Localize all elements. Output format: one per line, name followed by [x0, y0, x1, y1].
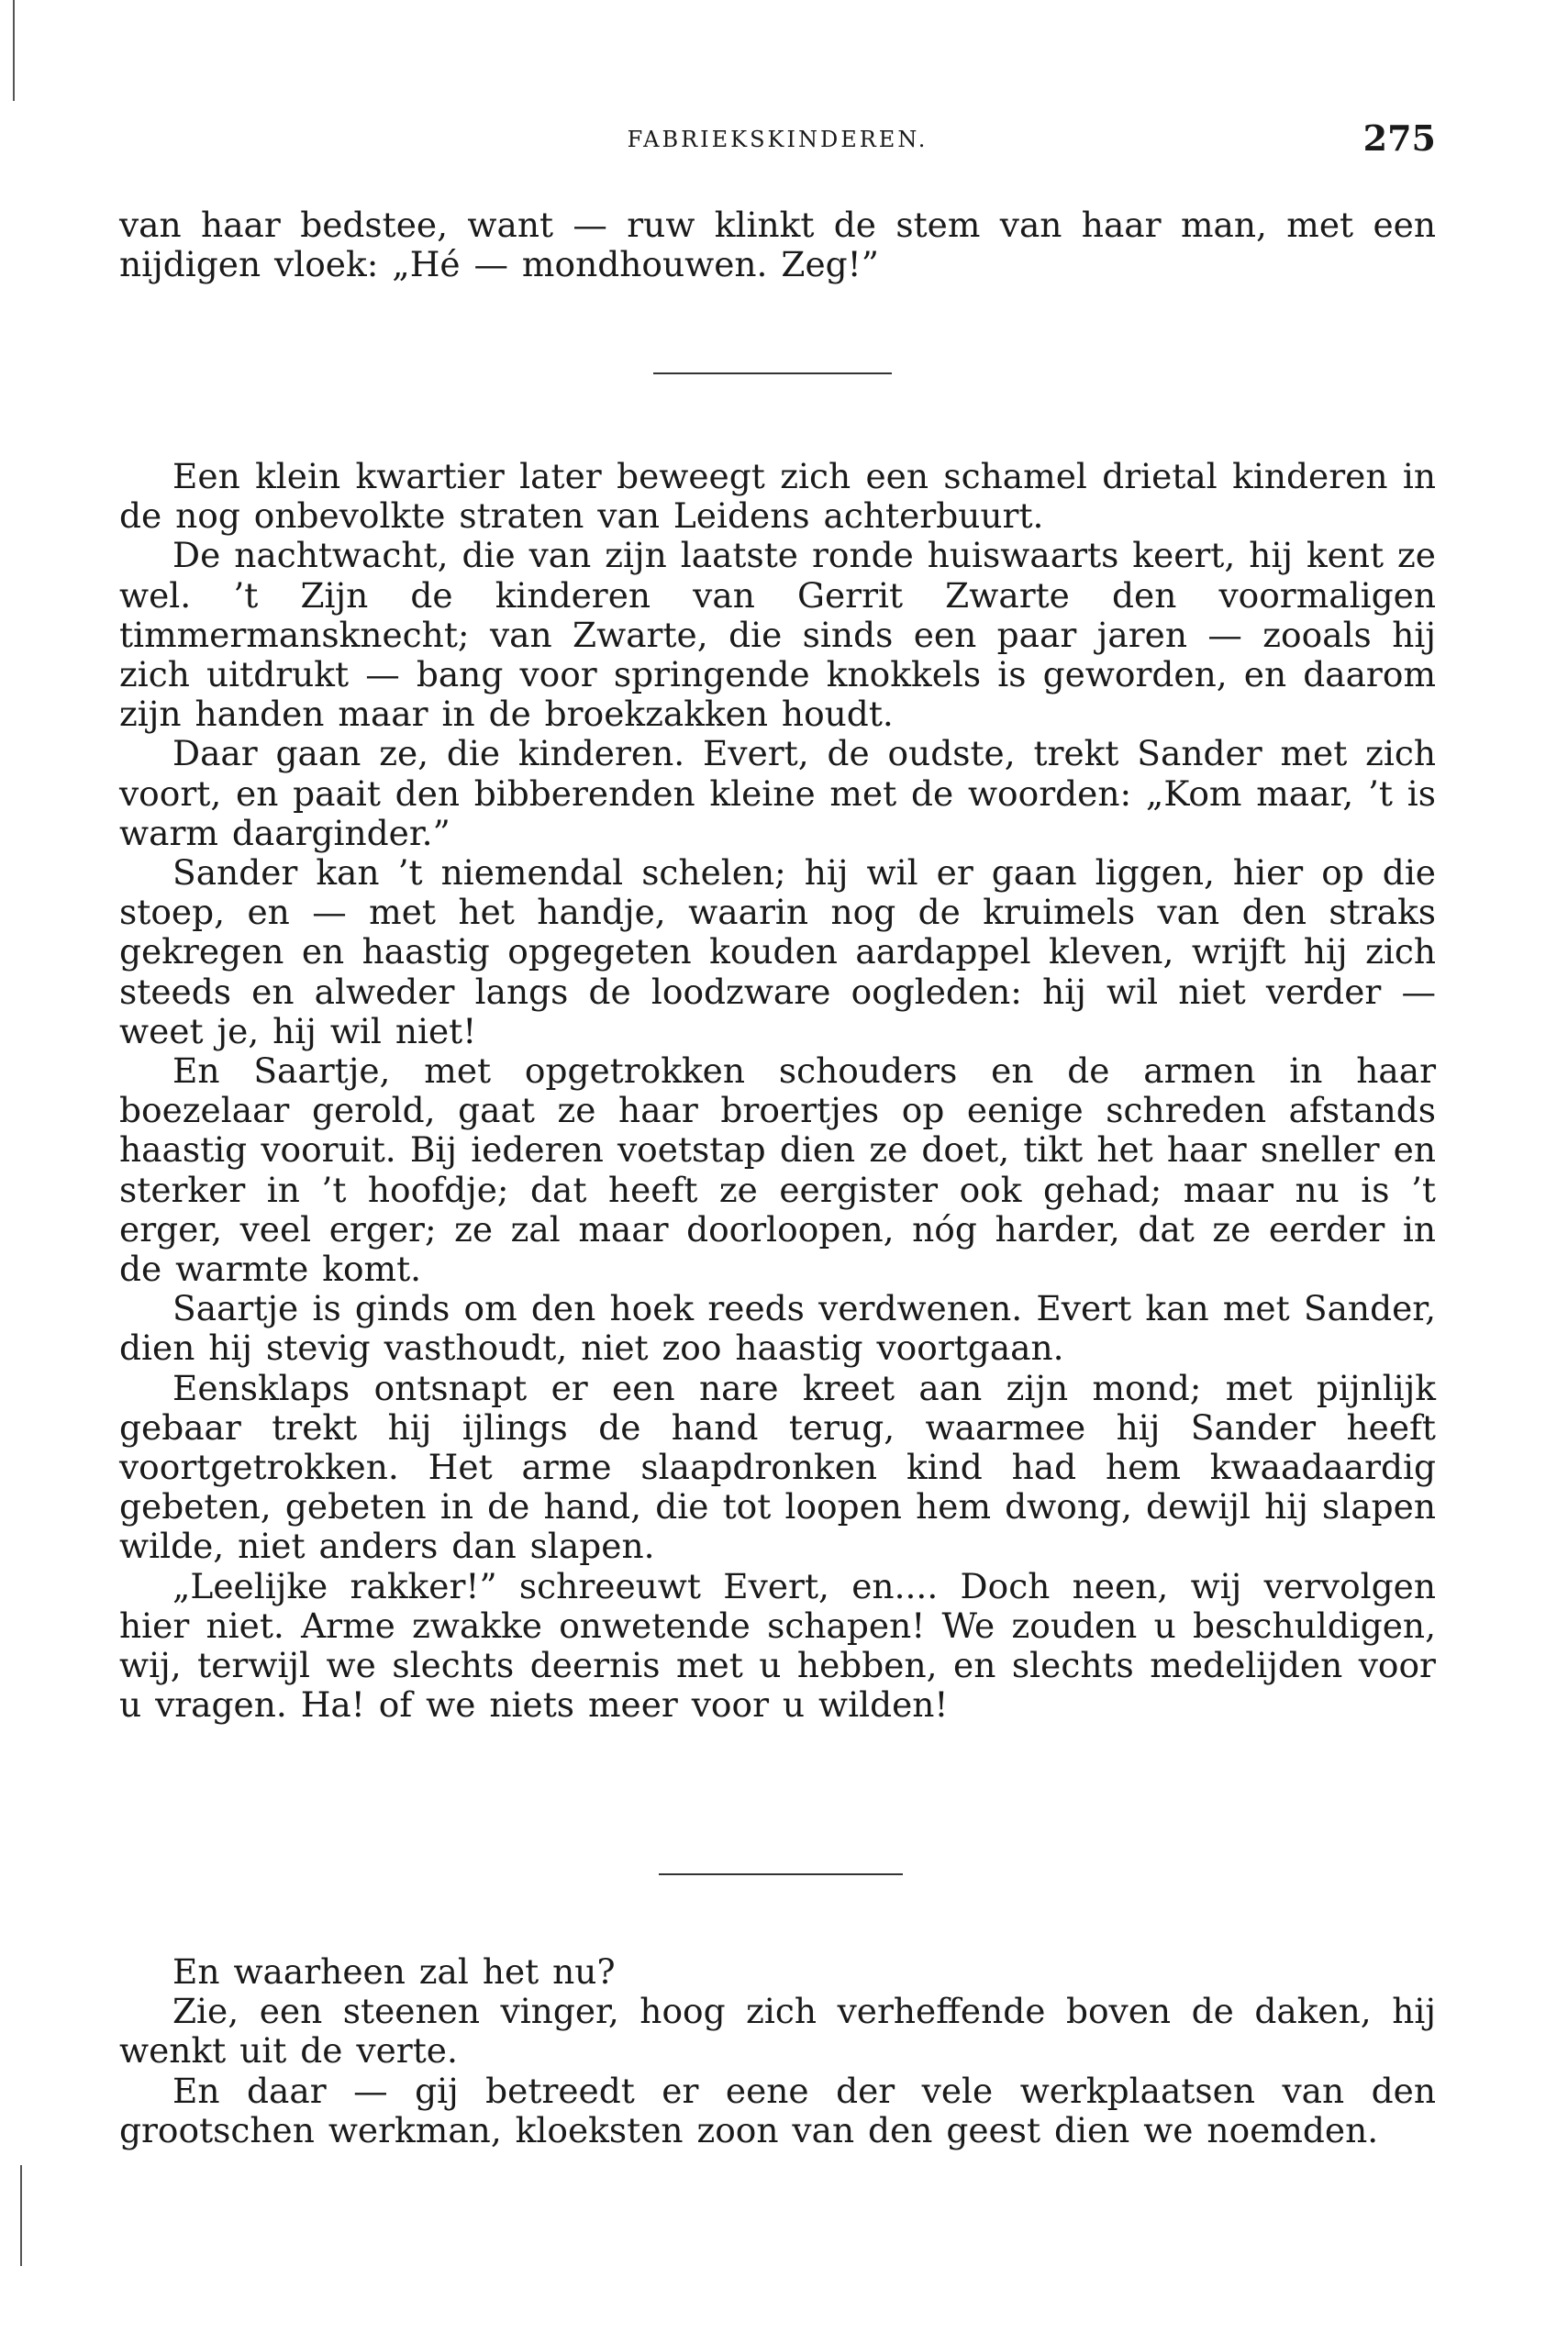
paragraph: Sander kan ’t niemendal schelen; hij wil er gaan liggen, hier op die stoep, en — met het handje, waarin nog de kruimels van den straks gekregen en haastig opgegeten kouden aardappel kleven, wrijft hij zich steeds en alweder langs de loodzware oogleden: hij wil niet verder — weet je, hij wil niet! — [119, 852, 1436, 1051]
paragraph: En Saartje, met opgetrokken schouders en de armen in haar boezelaar gerold, gaat ze haar broertjes op eenige schreden afstands haastig vooruit. Bij iederen voetstap dien ze doet, tikt het haar sneller en sterker in ’t hoofdje; dat heeft ze eergister ook gehad; maar nu is ’t erger, veel erger; ze zal maar doorloopen, nóg harder, dat ze eerder in de warmte komt. — [119, 1050, 1436, 1290]
section-3-text — [119, 1952, 1436, 2150]
paragraph: De nachtwacht, die van zijn laatste ronde huiswaarts keert, hij kent ze wel. ’t Zijn de kinderen van Gerrit Zwarte den voormaligen timmermansknecht; van Zwarte, die sinds een paar jaren — zooals hij zich uitdrukt — bang voor springende knokkels is geworden, en daarom zijn handen maar in de broekzakken houdt. — [119, 535, 1436, 735]
page-header — [119, 117, 1436, 163]
paragraph: Daar gaan ze, die kinderen. Evert, de oudste, trekt Sander met zich voort, en paait den bibberenden kleine met de woorden: „Kom maar, ’t is warm daarginder.” — [119, 733, 1436, 853]
scan-edge-mark-bottom — [20, 2165, 22, 2266]
paragraph: van haar bedstee, want — ruw klinkt de stem van haar man, met een nijdigen vloek: „Hé — mondhouwen. Zeg!” — [119, 205, 1436, 285]
page-number: 275 — [1362, 117, 1436, 159]
section-2-text — [119, 457, 1436, 1726]
paragraph: „Leelijke rakker!” schreeuwt Evert, en.... Doch neen, wij vervolgen hier niet. Arme zwakke onwetende schapen! We zouden u beschuldigen, wij, terwijl we slechts deernis met u hebben, en slechts medelijden voor u vragen. Ha! of we niets meer voor u wilden! — [119, 1565, 1436, 1726]
scan-edge-mark-top — [13, 0, 15, 101]
section-1-text — [119, 206, 1436, 284]
section-separator-1 — [653, 372, 892, 374]
paragraph: Saartje is ginds om den hoek reeds verdwenen. Evert kan met Sander, dien hij stevig vasthoudt, niet zoo haastig voortgaan. — [119, 1288, 1436, 1369]
section-separator-2 — [659, 1873, 903, 1875]
paragraph: Een klein kwartier later beweegt zich een schamel drietal kinderen in de nog onbevolkte straten van Leidens achterbuurt. — [119, 456, 1436, 537]
running-head: FABRIEKSKINDEREN. — [627, 127, 929, 152]
paragraph: Eensklaps ontsnapt er een nare kreet aan zijn mond; met pijnlijk gebaar trekt hij ijlings de hand terug, waarmee hij Sander heeft voortgetrokken. Het arme slaapdronken kind had hem kwaadaardig gebeten, gebeten in de hand, die tot loopen hem dwong, dewijl hij slapen wilde, niet anders dan slapen. — [119, 1367, 1436, 1567]
paragraph: Zie, een steenen vinger, hoog zich verheffende boven de daken, hij wenkt uit de verte. — [119, 1991, 1436, 2072]
paragraph: En daar — gij betreedt er eene der vele werkplaatsen van den grootschen werkman, kloeksten zoon van den geest dien we noemden. — [119, 2070, 1436, 2150]
paragraph: En waarheen zal het nu? — [172, 1951, 616, 1992]
